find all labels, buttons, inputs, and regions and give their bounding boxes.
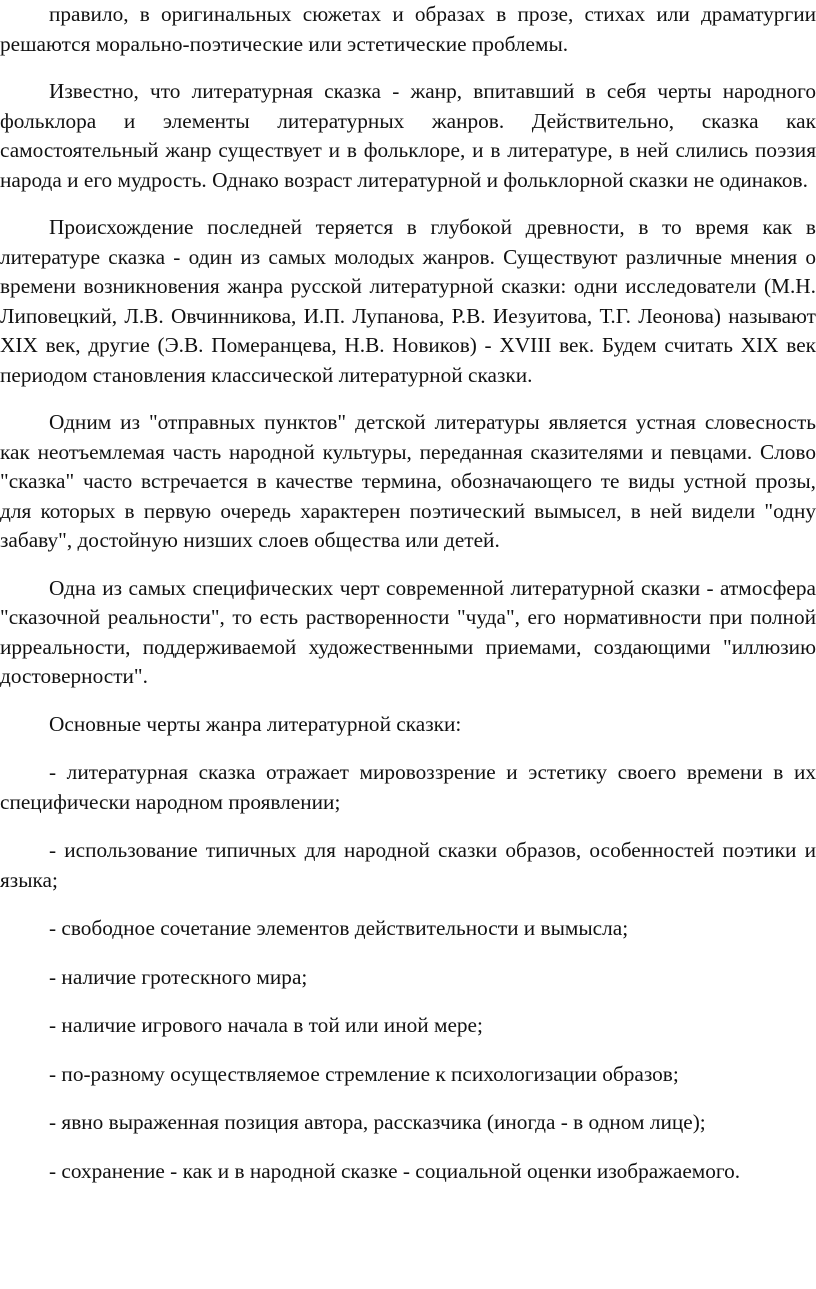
list-item: - явно выраженная позиция автора, рассказчика (иногда - в одном лице); <box>49 1110 706 1134</box>
paragraph-origin: Происхождение последней теряется в глубокой древности, в то время как в литературе сказка - один из самых молодых жанров. Существуют различные мнения о времени возникновения жанра русской литературной сказки: одни исследователи (М.Н. Липовецкий, Л.В. Овчинникова, И.П. Лупанова, Р.В. Иезуитова, Т.Г. Леонова) называют XIX век, другие (Э.В. Померанцева, Н.В. Новиков) - XVIII век. Будем считать XIX век периодом становления классической литературной сказки. <box>0 215 816 387</box>
list-item: - наличие гротескного мира; <box>49 964 308 989</box>
paragraph-continuation: правило, в оригинальных сюжетах и образах в прозе, стихах или драматургии решаются морально-поэтические или эстетические проблемы. <box>0 2 816 56</box>
list-item: - свободное сочетание элементов действительности и вымысла; <box>49 916 629 940</box>
list-item: - наличие игрового начала в той или иной мере; <box>49 1013 483 1037</box>
paragraph-oral-tradition: Одним из "отправных пунктов" детской литературы является устная словесность как неотъемлемая часть народной культуры, переданная сказителями и певцами. Слово "сказка" часто встречается в качестве термина, обозначающего те виды устной прозы, для которых в первую очередь характерен поэтический вымысел, в ней видели "одну забаву", достойную низших слоев общества или детей. <box>0 410 816 552</box>
paragraph-fairy-reality: Одна из самых специфических черт современной литературной сказки - атмосфера "сказочной реальности", то есть растворенности "чуда", его нормативности при полной ирреальности, поддерживаемой художественными приемами, создающими "иллюзию достоверности". <box>0 575 816 688</box>
paragraph-literary-tale-genre: Известно, что литературная сказка - жанр, впитавший в себя черты народного фольклора и элементы литературных жанров. Действительно, сказка как самостоятельный жанр существует и в фольклоре, и в литературе, в ней слились поэзия народа и его мудрость. Однако возраст литературной и фольклорной сказки не одинаков. <box>0 79 816 192</box>
list-item: - литературная сказка отражает мировоззрение и эстетику своего времени в их специфически народном проявлении; <box>0 760 816 814</box>
list-item: - сохранение - как и в народной сказке - социальной оценки изображаемого. <box>49 1158 741 1183</box>
list-item: - использование типичных для народной сказки образов, особенностей поэтики и языка; <box>0 838 816 892</box>
list-item: - по-разному осуществляемое стремление к психологизации образов; <box>49 1061 679 1086</box>
paragraph-features-heading: Основные черты жанра литературной сказки: <box>49 711 462 736</box>
